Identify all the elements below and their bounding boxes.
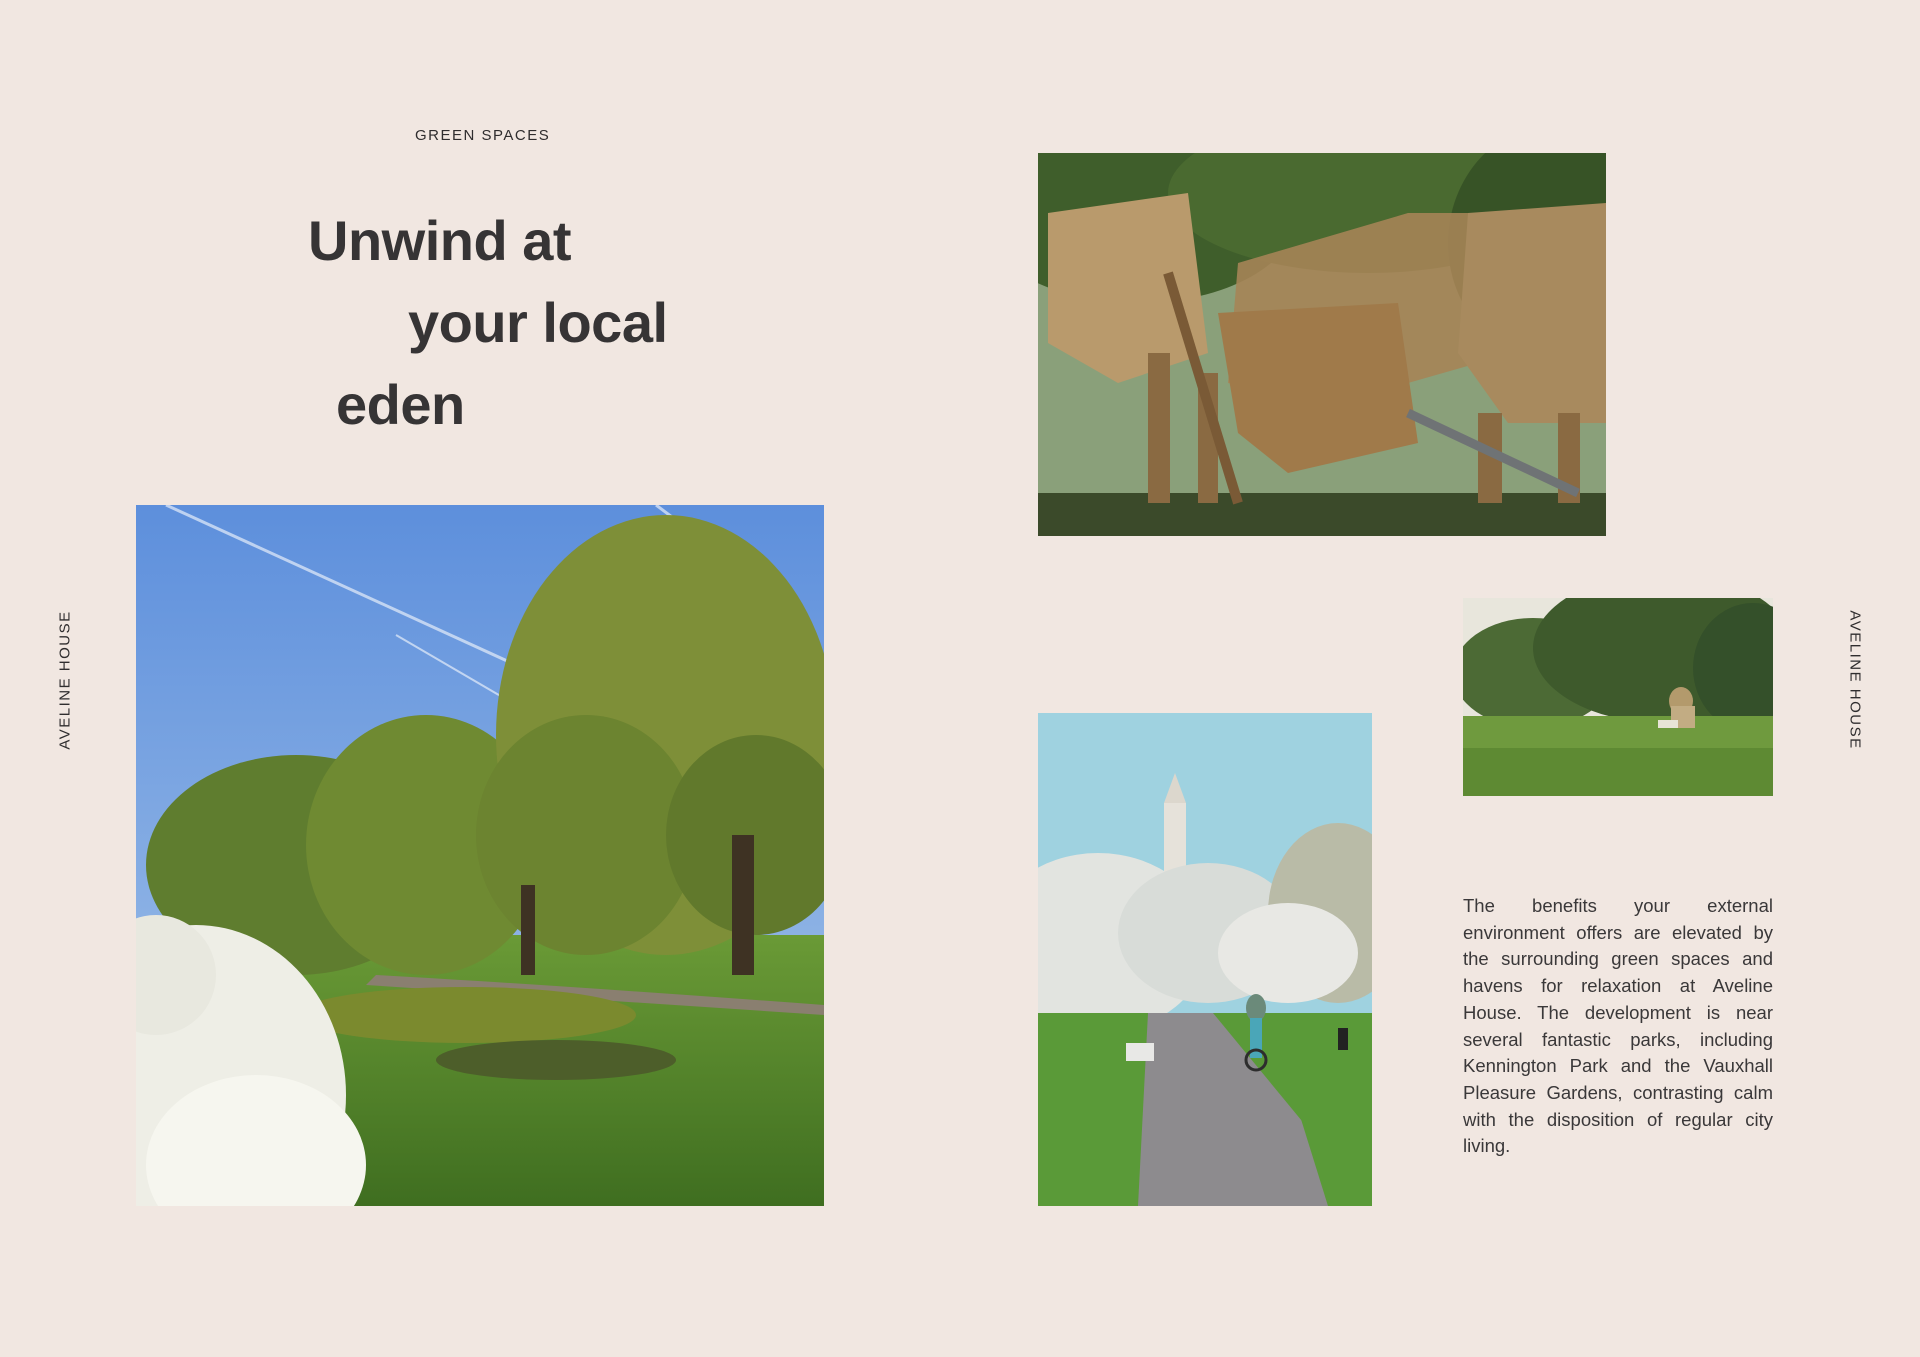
playground-photo (1038, 153, 1606, 536)
section-kicker: GREEN SPACES (415, 127, 551, 144)
headline-line-3: eden (336, 373, 465, 436)
side-label-right: AVELINE HOUSE (1846, 610, 1864, 750)
body-paragraph: The benefits your external environment offers are elevated by the surrounding green spaces and havens for relaxation at Aveline House. The development is near several fantastic parks, including Kennington Park and the Vauxhall Pleasure Gardens, contrasting calm with the disposition of regular city living. (1463, 895, 1773, 1157)
headline-line-1: Unwind at (308, 209, 572, 272)
cyclist-path-photo (1038, 713, 1372, 1206)
lawn-reader-photo (1463, 598, 1773, 796)
park-trees-photo (136, 505, 824, 1206)
headline-line-2: your local (408, 291, 668, 354)
side-label-left: AVELINE HOUSE (56, 610, 74, 750)
